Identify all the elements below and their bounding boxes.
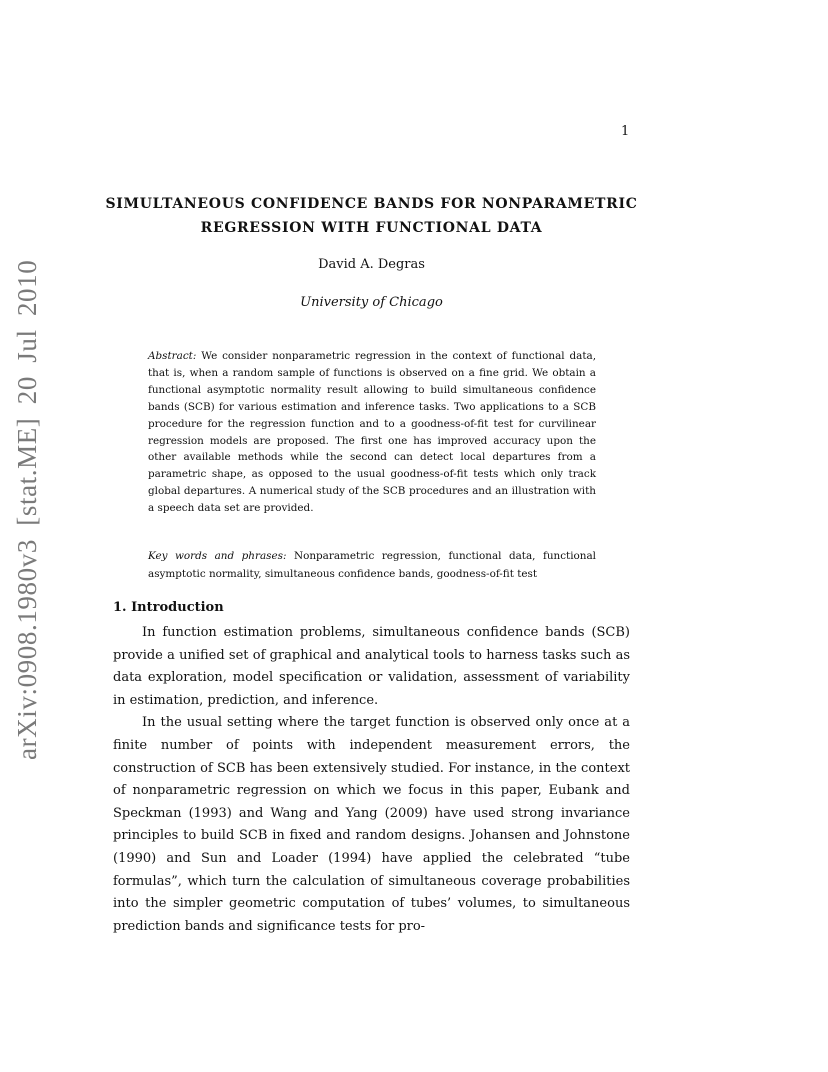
arxiv-identifier-stamp: arXiv:0908.1980v3 [stat.ME] 20 Jul 2010 bbox=[12, 259, 42, 760]
page-number: 1 bbox=[621, 124, 630, 139]
abstract bbox=[148, 348, 596, 517]
author-affiliation: University of Chicago bbox=[300, 295, 443, 310]
body-paragraph: In function estimation problems, simultaneous confidence bands (SCB) provide a unified set of graphical and analytical tools to harness tasks such as data exploration, model specification or validation, assessment of variability in estimation, prediction, and inference. bbox=[113, 625, 630, 708]
keywords-text: Nonparametric regression, functional data, functional asymptotic normality, simultaneous confidence bands, goodness-of-fit test bbox=[148, 550, 596, 580]
body-paragraph: In the usual setting where the target function is observed only once at a finite number of points with independent measurement errors, the construction of SCB has been extensively studied. For instance, in the context of nonparametric regression on which we focus in this paper, Eubank and Speckman (1993) and Wang and Yang (2009) have used strong invariance principles to build SCB in fixed and random designs. Johansen and Johnstone (1990) and Sun and Loader (1994) have applied the celebrated “tube formulas”, which turn the calculation of simultaneous coverage probabilities into the simpler geometric computation of tubes’ volumes, to simultaneous prediction bands and significance tests for pro- bbox=[113, 715, 630, 934]
keywords-label: Key words and phrases: bbox=[148, 550, 287, 562]
keywords bbox=[148, 547, 596, 583]
author-name: David A. Degras bbox=[318, 257, 425, 272]
abstract-label: Abstract: bbox=[148, 350, 197, 362]
paper-title: SIMULTANEOUS CONFIDENCE BANDS FOR NONPARAMETRIC REGRESSION WITH FUNCTIONAL DATA bbox=[105, 196, 638, 236]
abstract-text: We consider nonparametric regression in the context of functional data, that is, when a random sample of functions is observed on a fine grid. We obtain a functional asymptotic normality result allowing to build simultaneous confidence bands (SCB) for various estimation and inference tasks. Two applications to a SCB procedure for the regression function and to a goodness-of-fit test for curvilinear regression models are proposed. The first one has improved accuracy upon the other available methods while the second can detect local departures from a parametric shape, as opposed to the usual goodness-of-fit tests which only track global departures. A numerical study of the SCB procedures and an illustration with a speech data set are provided. bbox=[148, 350, 596, 515]
section-body bbox=[113, 622, 630, 938]
section-heading: 1. Introduction bbox=[113, 600, 224, 615]
